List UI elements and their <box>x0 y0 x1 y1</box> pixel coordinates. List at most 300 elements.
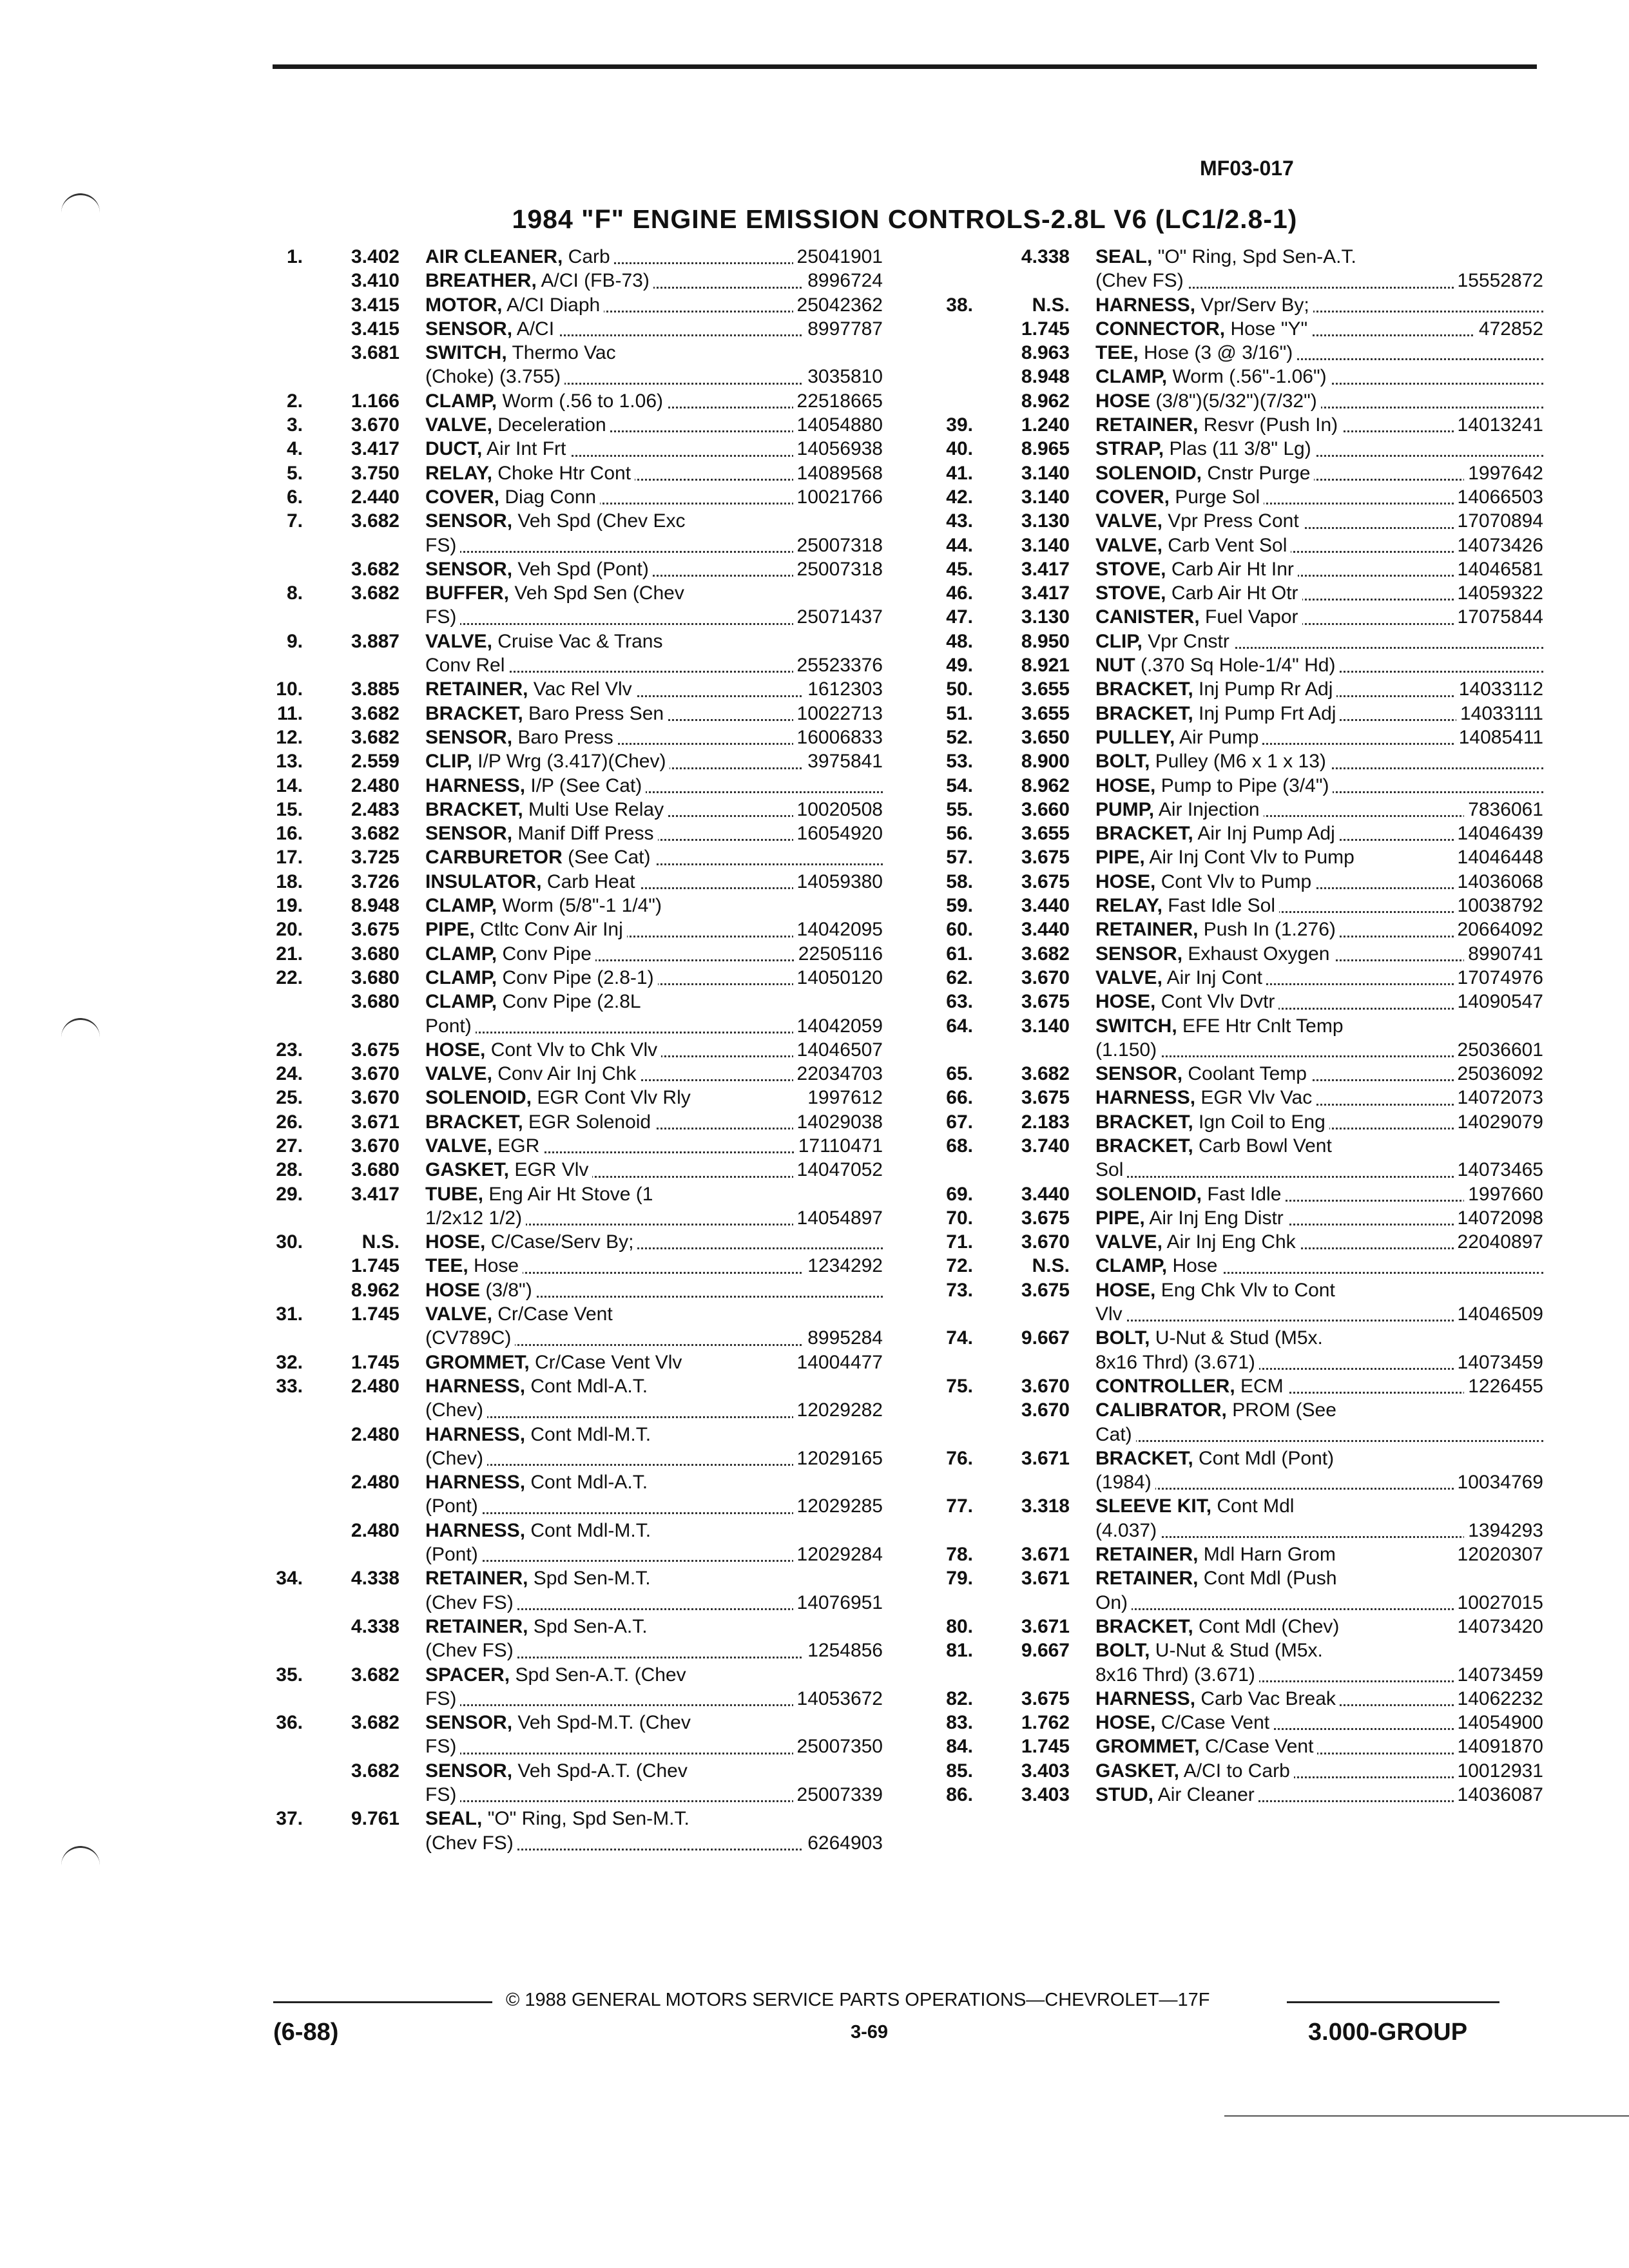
scan-edge-line <box>1224 2115 1629 2117</box>
group-number: 8.948 <box>351 895 400 917</box>
part-description <box>425 463 635 484</box>
part-description <box>1095 799 1264 820</box>
parts-list-row <box>245 365 883 389</box>
part-detail: Deceleration <box>492 414 606 436</box>
part-name: BRACKET, <box>425 702 523 724</box>
part-entry <box>425 870 883 894</box>
group-number: 3.885 <box>351 678 400 700</box>
ref-number: 65. <box>946 1063 973 1085</box>
parts-list-row <box>915 557 1543 581</box>
ref-number: 43. <box>946 510 973 532</box>
part-description <box>425 1376 651 1397</box>
part-name: HOSE, <box>1095 870 1156 892</box>
part-number: 12029165 <box>793 1446 883 1470</box>
part-entry <box>1095 1711 1543 1735</box>
part-detail: EGR <box>492 1135 540 1157</box>
group-number: 3.670 <box>1021 1399 1070 1421</box>
part-name: BREATHER, <box>425 270 537 292</box>
group-number: 3.670 <box>1021 966 1070 988</box>
parts-list-row <box>915 1086 1543 1110</box>
ref-number: 74. <box>946 1327 973 1349</box>
group-number: 3.670 <box>1021 1375 1070 1397</box>
group-number: 3.440 <box>1021 919 1070 941</box>
parts-list-row <box>915 1182 1543 1206</box>
ref-number: 14. <box>276 774 303 796</box>
part-number: 14042095 <box>793 918 883 941</box>
parts-list-row <box>915 653 1543 677</box>
part-description <box>425 606 460 628</box>
ref-number: 41. <box>946 462 973 484</box>
part-detail: Cont Vlv to Pump <box>1155 870 1312 892</box>
part-detail: Cont Mdl-A.T. <box>525 1375 648 1397</box>
parts-list-row <box>915 1639 1543 1662</box>
page-title: 1984 "F" ENGINE EMISSION CONTROLS-2.8L V6 (LC1/2.8-1) <box>512 204 1298 234</box>
part-name: VALVE, <box>425 1063 492 1085</box>
part-description <box>1095 366 1331 387</box>
part-number: 14050120 <box>793 966 883 990</box>
group-number: 8.900 <box>1021 751 1070 773</box>
part-detail: I/P (See Cat) <box>525 774 642 796</box>
ref-number: 42. <box>946 486 973 508</box>
parts-list-row <box>245 749 883 773</box>
parts-list-row <box>245 317 883 341</box>
part-description <box>1095 414 1342 436</box>
group-number: 3.655 <box>1021 702 1070 724</box>
parts-list-row <box>915 990 1543 1014</box>
part-name: BRACKET, <box>1095 1615 1193 1637</box>
group-number: 3.403 <box>1021 1760 1070 1782</box>
ref-number: 80. <box>946 1615 973 1637</box>
group-number: 3.680 <box>351 1159 400 1181</box>
parts-list-row <box>915 533 1543 557</box>
group-number: 8.921 <box>1021 655 1070 677</box>
part-description <box>1095 1207 1287 1229</box>
part-detail: Air Injection <box>1154 798 1260 820</box>
ref-number: 32. <box>276 1351 303 1373</box>
parts-list-row <box>245 1158 883 1182</box>
part-detail: Mdl Harn Grom <box>1198 1544 1336 1566</box>
part-name: CLAMP, <box>425 991 497 1013</box>
ref-number: 60. <box>946 919 973 941</box>
part-description <box>425 1039 661 1061</box>
part-description <box>425 1255 523 1276</box>
part-detail: Push In (1.276) <box>1198 919 1336 941</box>
group-number: 3.680 <box>351 943 400 965</box>
parts-list-row <box>915 1663 1543 1687</box>
ref-number: 24. <box>276 1063 303 1085</box>
part-description <box>1095 1399 1340 1421</box>
part-description <box>1095 655 1339 676</box>
part-description <box>1095 751 1330 772</box>
ref-number: 1. <box>286 246 303 267</box>
part-entry <box>1095 942 1543 966</box>
parts-list-row <box>915 1398 1543 1422</box>
parts-list-row <box>245 1711 883 1735</box>
parts-list-row <box>245 1350 883 1374</box>
part-description <box>1095 1280 1339 1301</box>
part-detail: Cont Mdl-M.T. <box>525 1423 651 1445</box>
parts-list-row <box>915 1566 1543 1590</box>
part-entry <box>425 533 883 557</box>
ref-number: 38. <box>946 294 973 316</box>
part-number: 14056938 <box>793 437 883 461</box>
part-entry <box>1095 822 1543 845</box>
parts-list-row <box>245 894 883 918</box>
group-number: 3.675 <box>1021 991 1070 1013</box>
group-number: 3.740 <box>1021 1135 1070 1157</box>
ref-number: 61. <box>946 943 973 965</box>
top-rule <box>273 64 1537 69</box>
part-number: 17075844 <box>1454 605 1543 629</box>
part-entry <box>1095 1687 1543 1711</box>
part-description <box>425 438 570 459</box>
part-entry <box>1095 389 1543 413</box>
group-number: 3.440 <box>1021 895 1070 917</box>
part-entry <box>425 1663 883 1687</box>
part-detail: FS) <box>425 534 457 556</box>
part-number: 1234292 <box>804 1254 883 1278</box>
part-name: RELAY, <box>1095 895 1162 917</box>
parts-list-row <box>245 509 883 533</box>
group-number: 3.675 <box>351 1039 400 1061</box>
part-name: CLAMP, <box>425 390 497 412</box>
part-name: BRACKET, <box>1095 1111 1193 1133</box>
part-entry <box>425 942 883 966</box>
part-description <box>425 270 653 291</box>
part-entry <box>1095 1759 1543 1783</box>
parts-list-row <box>245 653 883 677</box>
part-entry <box>425 845 883 869</box>
part-name: GROMMET, <box>1095 1736 1200 1758</box>
ref-number: 56. <box>946 823 973 845</box>
part-detail: Inj Pump Frt Adj <box>1193 702 1336 724</box>
part-name: CLAMP, <box>425 943 497 965</box>
part-entry <box>425 1254 883 1278</box>
part-entry <box>425 1398 883 1422</box>
part-detail: EFE Htr Cnlt Temp <box>1177 1015 1344 1037</box>
part-detail: Cr/Case Vent <box>492 1303 613 1325</box>
part-entry <box>425 1615 883 1639</box>
part-name: CLAMP, <box>1095 1255 1168 1277</box>
part-number: 12029284 <box>793 1542 883 1566</box>
part-name: HOSE, <box>425 1039 486 1061</box>
parts-list-row <box>915 774 1543 798</box>
part-description <box>425 1664 690 1686</box>
part-number: 25007350 <box>793 1735 883 1758</box>
group-number: 1.745 <box>1021 318 1070 340</box>
ref-number: 53. <box>946 751 973 773</box>
part-detail: Carb Heat <box>541 870 635 892</box>
part-entry <box>425 1807 883 1831</box>
group-number: 8.962 <box>1021 390 1070 412</box>
ref-number: 37. <box>276 1808 303 1830</box>
part-name: BRACKET, <box>1095 702 1193 724</box>
part-detail: Vpr Press Cont <box>1162 510 1299 532</box>
part-detail: EGR Solenoid <box>523 1111 651 1133</box>
part-entry <box>425 822 883 845</box>
part-entry <box>425 1206 883 1230</box>
group-number: 1.745 <box>351 1303 400 1325</box>
parts-list-row <box>245 461 883 485</box>
ref-number: 57. <box>946 847 973 869</box>
ref-number: 19. <box>276 895 303 917</box>
part-name: TUBE, <box>425 1183 483 1205</box>
group-number: 3.681 <box>351 342 400 364</box>
parts-list-row <box>245 822 883 845</box>
part-number: 25042362 <box>793 293 883 317</box>
part-description <box>425 1784 460 1805</box>
part-detail: Manif Diff Press <box>512 823 654 845</box>
part-name: VALVE, <box>425 1135 492 1157</box>
ref-number: 25. <box>276 1087 303 1109</box>
group-number: 3.682 <box>351 1760 400 1782</box>
ref-number: 40. <box>946 438 973 460</box>
group-number: 3.140 <box>1021 1015 1070 1037</box>
group-number: 3.655 <box>1021 823 1070 845</box>
part-name: VALVE, <box>425 414 492 436</box>
part-name: SWITCH, <box>1095 1015 1177 1037</box>
parts-list-row <box>915 1494 1543 1518</box>
part-detail: Resvr (Push In) <box>1198 414 1338 436</box>
part-entry <box>1095 341 1543 365</box>
part-number: 15552872 <box>1454 269 1543 293</box>
ref-number: 78. <box>946 1544 973 1566</box>
ref-number: 77. <box>946 1495 973 1517</box>
part-detail: Carb Bowl Vent <box>1193 1135 1332 1157</box>
part-entry <box>425 749 883 773</box>
part-name: RELAY, <box>425 462 492 484</box>
part-detail: Ctltc Conv Air Inj <box>474 919 623 941</box>
group-number: 3.403 <box>1021 1784 1070 1805</box>
parts-list-row <box>915 1783 1543 1807</box>
group-number: 2.183 <box>1021 1111 1070 1133</box>
part-description <box>425 631 666 652</box>
part-number: 25523376 <box>793 653 883 677</box>
part-number: 14054900 <box>1454 1711 1543 1735</box>
part-number: 3035810 <box>804 365 883 389</box>
part-description <box>425 895 666 916</box>
part-number: 14091870 <box>1454 1735 1543 1758</box>
part-detail: Hose <box>468 1255 519 1277</box>
part-name: HARNESS, <box>1095 294 1196 316</box>
parts-list-row <box>245 245 883 269</box>
part-detail: Carb Vent Sol <box>1162 534 1287 556</box>
ref-number: 71. <box>946 1231 973 1253</box>
group-number: 4.338 <box>351 1568 400 1590</box>
part-description <box>425 246 614 267</box>
parts-list-row <box>245 677 883 701</box>
group-number: 3.675 <box>1021 1207 1070 1229</box>
part-name: COVER, <box>425 486 500 508</box>
part-name: SENSOR, <box>1095 1063 1183 1085</box>
part-entry <box>425 726 883 749</box>
part-name: HOSE, <box>425 1231 486 1253</box>
parts-list-row <box>245 1831 883 1855</box>
part-description <box>425 1808 693 1829</box>
part-entry <box>425 1038 883 1062</box>
part-name: HOSE, <box>1095 774 1156 796</box>
group-number: 3.140 <box>1021 462 1070 484</box>
ref-number: 58. <box>946 870 973 892</box>
part-description <box>1095 535 1291 556</box>
part-description <box>425 1616 651 1637</box>
part-detail: Carb Air Ht Otr <box>1166 582 1298 604</box>
part-description <box>425 318 558 340</box>
part-detail: C/Case Vent <box>1199 1736 1314 1758</box>
group-number: 3.670 <box>351 1135 400 1157</box>
part-number: 14047052 <box>793 1158 883 1182</box>
part-name: SEAL, <box>425 1808 483 1830</box>
part-description <box>1095 1664 1259 1686</box>
ref-number: 76. <box>946 1447 973 1469</box>
part-name: GROMMET, <box>425 1351 530 1373</box>
part-name: PIPE, <box>1095 1207 1145 1229</box>
part-detail: Hose <box>1167 1255 1218 1277</box>
parts-list-row <box>915 1759 1543 1783</box>
part-detail: (CV789C) <box>425 1327 512 1349</box>
part-detail: Spd Sen-A.T. <box>528 1615 648 1637</box>
part-name: BOLT, <box>1095 1327 1150 1349</box>
part-description <box>425 751 670 772</box>
part-entry <box>425 581 883 605</box>
part-detail: (3/8")(5/32")(7/32") <box>1150 390 1317 412</box>
part-entry <box>425 269 883 293</box>
part-detail: Cont Mdl <box>1211 1495 1295 1517</box>
group-number: 3.402 <box>351 246 400 267</box>
part-entry <box>1095 557 1543 581</box>
group-number: 3.440 <box>1021 1183 1070 1205</box>
part-number: 14046509 <box>1454 1302 1543 1326</box>
group-number: 2.559 <box>351 751 400 773</box>
ref-number: 69. <box>946 1183 973 1205</box>
part-number: 1254856 <box>804 1639 883 1662</box>
part-description <box>1095 1424 1136 1445</box>
group-number: 3.671 <box>1021 1568 1070 1590</box>
part-name: HARNESS, <box>425 1472 526 1494</box>
ref-number: 52. <box>946 726 973 748</box>
part-number: 25036092 <box>1454 1062 1543 1086</box>
parts-list-row <box>915 1687 1543 1711</box>
group-number: 3.680 <box>351 991 400 1013</box>
part-description <box>1095 1039 1161 1061</box>
ref-number: 21. <box>276 943 303 965</box>
part-name: CLIP, <box>1095 630 1142 652</box>
parts-list-row <box>245 1663 883 1687</box>
part-description <box>425 390 667 412</box>
part-detail: Vlv <box>1095 1303 1123 1325</box>
part-description <box>1095 1063 1311 1084</box>
part-entry <box>1095 726 1543 749</box>
part-description <box>1095 463 1314 484</box>
part-description <box>1095 1495 1298 1517</box>
group-number: 2.480 <box>351 1375 400 1397</box>
parts-list-row <box>915 822 1543 845</box>
part-description <box>1095 1544 1340 1565</box>
part-description <box>425 1087 695 1108</box>
part-number: 14036087 <box>1454 1783 1543 1807</box>
part-entry <box>425 1494 883 1518</box>
ref-number: 35. <box>276 1664 303 1686</box>
part-detail: Worm (5/8"-1 1/4") <box>497 895 662 917</box>
part-number: 14090547 <box>1454 990 1543 1014</box>
group-number: 3.750 <box>351 462 400 484</box>
group-number: 3.660 <box>1021 798 1070 820</box>
ref-number: 10. <box>276 678 303 700</box>
part-name: STUD, <box>1095 1784 1153 1805</box>
part-name: VALVE, <box>1095 510 1162 532</box>
binder-hole-mark <box>61 1846 100 1867</box>
parts-list-row <box>245 437 883 461</box>
part-detail: Air Inj Eng Chk <box>1162 1231 1296 1253</box>
part-description <box>1095 270 1188 291</box>
parts-list-row <box>915 918 1543 941</box>
parts-list-row <box>915 509 1543 533</box>
group-number: 3.140 <box>1021 486 1070 508</box>
page-code: MF03-017 <box>1200 157 1294 180</box>
part-entry <box>425 1470 883 1494</box>
parts-list-row <box>915 269 1543 293</box>
part-description <box>1095 1255 1222 1276</box>
part-entry <box>425 629 883 653</box>
part-entry <box>1095 581 1543 605</box>
part-entry <box>1095 894 1543 918</box>
parts-list-row <box>915 485 1543 509</box>
part-entry <box>1095 365 1543 389</box>
part-entry <box>1095 1254 1543 1278</box>
parts-list-row <box>915 942 1543 966</box>
part-detail: Ign Coil to Eng <box>1193 1111 1325 1133</box>
part-number: 10020508 <box>793 798 883 822</box>
part-description <box>425 775 646 796</box>
part-name: CALIBRATOR, <box>1095 1399 1227 1421</box>
part-description <box>425 559 653 580</box>
part-name: NUT <box>1095 655 1135 677</box>
copyright-line: © 1988 GENERAL MOTORS SERVICE PARTS OPERATIONS—CHEVROLET—17F <box>506 1990 1210 2010</box>
part-number: 14073459 <box>1454 1663 1543 1687</box>
parts-list-row <box>915 726 1543 749</box>
parts-list-row <box>915 1134 1543 1158</box>
group-number: N.S. <box>1032 294 1070 316</box>
parts-list-row <box>245 1446 883 1470</box>
part-number: 8990741 <box>1464 942 1543 966</box>
part-name: SENSOR, <box>425 558 513 580</box>
parts-list-row <box>245 1110 883 1134</box>
ref-number: 26. <box>276 1111 303 1133</box>
part-entry <box>1095 1062 1543 1086</box>
parts-list-row <box>915 870 1543 894</box>
part-description <box>425 991 645 1012</box>
part-number: 25041901 <box>793 245 883 269</box>
part-detail: Pump to Pipe (3/4") <box>1155 774 1329 796</box>
parts-list-row <box>245 990 883 1014</box>
parts-list-row <box>915 1615 1543 1639</box>
part-name: SENSOR, <box>425 318 513 340</box>
part-detail: C/Case Vent <box>1155 1712 1270 1734</box>
ref-number: 3. <box>286 414 303 436</box>
part-number: 25007339 <box>793 1783 883 1807</box>
part-detail: C/Case/Serv By; <box>485 1231 634 1253</box>
part-entry <box>425 293 883 317</box>
part-entry <box>425 1735 883 1758</box>
group-number: 8.965 <box>1021 438 1070 460</box>
parts-list-row <box>915 581 1543 605</box>
part-entry <box>425 557 883 581</box>
part-description <box>1095 967 1266 988</box>
part-detail: Cruise Vac & Trans <box>492 630 663 652</box>
part-detail: Choke Htr Cont <box>492 462 631 484</box>
parts-list-row <box>245 341 883 365</box>
parts-list-row <box>245 1398 883 1422</box>
